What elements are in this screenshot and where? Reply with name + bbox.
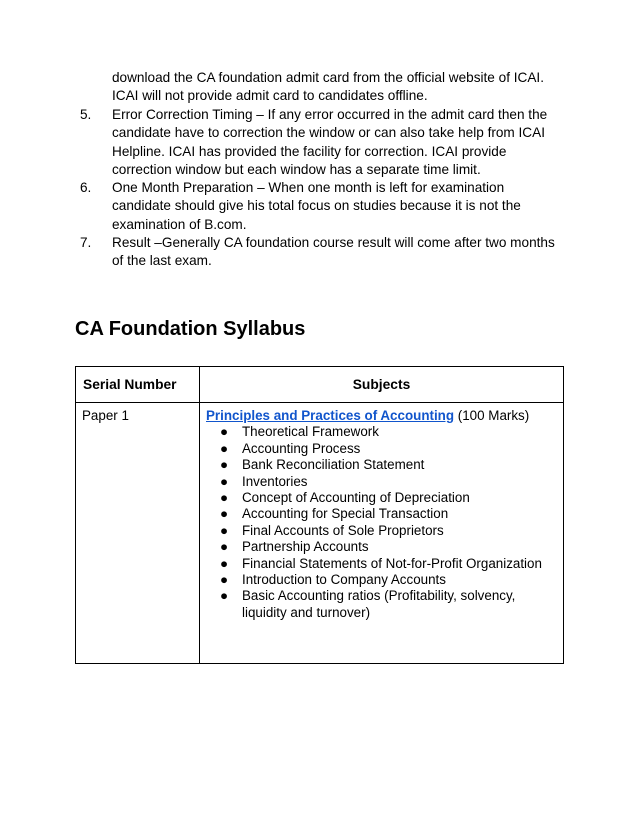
bullet-icon: ● xyxy=(220,555,229,571)
list-line: of the last exam. xyxy=(112,253,212,269)
topic-list xyxy=(206,424,557,621)
topic-text: Accounting Process xyxy=(242,440,361,456)
table-row xyxy=(76,403,564,664)
subjects-cell xyxy=(200,403,564,664)
list-item xyxy=(220,588,557,621)
list-line: Helpline. ICAI has provided the facility for correction. ICAI provide xyxy=(112,143,507,159)
continuation-line: ICAI will not provide admit card to candidates offline. xyxy=(112,88,428,104)
topic-text: Accounting for Special Transaction xyxy=(242,506,449,522)
bullet-icon: ● xyxy=(220,506,229,522)
list-number: 6. xyxy=(80,180,92,196)
bullet-icon: ● xyxy=(220,572,229,588)
list-item xyxy=(78,234,568,271)
table-header-row xyxy=(76,367,564,403)
list-item xyxy=(220,555,557,572)
column-header-serial: Serial Number xyxy=(76,367,200,403)
list-item xyxy=(220,572,557,588)
topic-text: Partnership Accounts xyxy=(242,539,369,555)
list-line: One Month Preparation – When one month is left for examination xyxy=(112,180,505,196)
bullet-icon: ● xyxy=(220,457,229,473)
list-line: candidate have to correction the window or can also take help from ICAI xyxy=(112,125,545,141)
list-line: candidate should give his total focus on studies because it is not the xyxy=(112,198,521,214)
list-item xyxy=(78,179,568,234)
list-item xyxy=(220,506,557,522)
paper-title-link[interactable]: Principles and Practices of Accounting xyxy=(206,408,455,423)
list-item xyxy=(220,424,557,440)
topic-text: Bank Reconciliation Statement xyxy=(242,457,425,473)
list-line: correction window but each window has a separate time limit. xyxy=(112,161,481,177)
bullet-icon: ● xyxy=(220,588,229,604)
list-item xyxy=(220,490,557,506)
list-item xyxy=(220,539,557,555)
list-item xyxy=(220,457,557,473)
list-line: Result –Generally CA foundation course result will come after two months xyxy=(112,235,555,251)
list-continuation xyxy=(112,69,572,106)
bullet-icon: ● xyxy=(220,490,229,506)
topic-text: Inventories xyxy=(242,473,308,489)
list-number: 7. xyxy=(80,235,92,251)
list-item xyxy=(220,522,557,539)
bullet-icon: ● xyxy=(220,522,229,538)
section-heading: CA Foundation Syllabus xyxy=(75,318,306,340)
topic-text: Basic Accounting ratios (Profitability, solvency, liquidity and turnover) xyxy=(242,588,516,620)
bullet-icon: ● xyxy=(220,473,229,489)
bullet-icon: ● xyxy=(220,440,229,456)
bullet-icon: ● xyxy=(220,539,229,555)
topic-text: Theoretical Framework xyxy=(242,424,379,440)
topic-text: Final Accounts of Sole Proprietors xyxy=(242,522,444,538)
bullet-icon: ● xyxy=(220,424,229,440)
topic-text: Financial Statements of Not-for-Profit Organization xyxy=(242,555,542,571)
serial-cell: Paper 1 xyxy=(76,403,200,664)
list-item xyxy=(220,440,557,457)
numbered-list xyxy=(78,106,568,271)
list-item xyxy=(220,473,557,490)
topic-text: Introduction to Company Accounts xyxy=(242,572,446,588)
paper-title-line xyxy=(206,408,557,424)
list-line: Error Correction Timing – If any error occurred in the admit card then the xyxy=(112,107,548,122)
list-item xyxy=(78,106,568,179)
column-header-subjects: Subjects xyxy=(200,367,564,403)
list-line: examination of B.com. xyxy=(112,216,247,232)
paper-marks: (100 Marks) xyxy=(454,408,530,423)
list-number: 5. xyxy=(80,107,92,122)
syllabus-table xyxy=(75,366,564,664)
topic-text: Concept of Accounting of Depreciation xyxy=(242,490,470,506)
continuation-line: download the CA foundation admit card from the official website of ICAI. xyxy=(112,70,544,85)
